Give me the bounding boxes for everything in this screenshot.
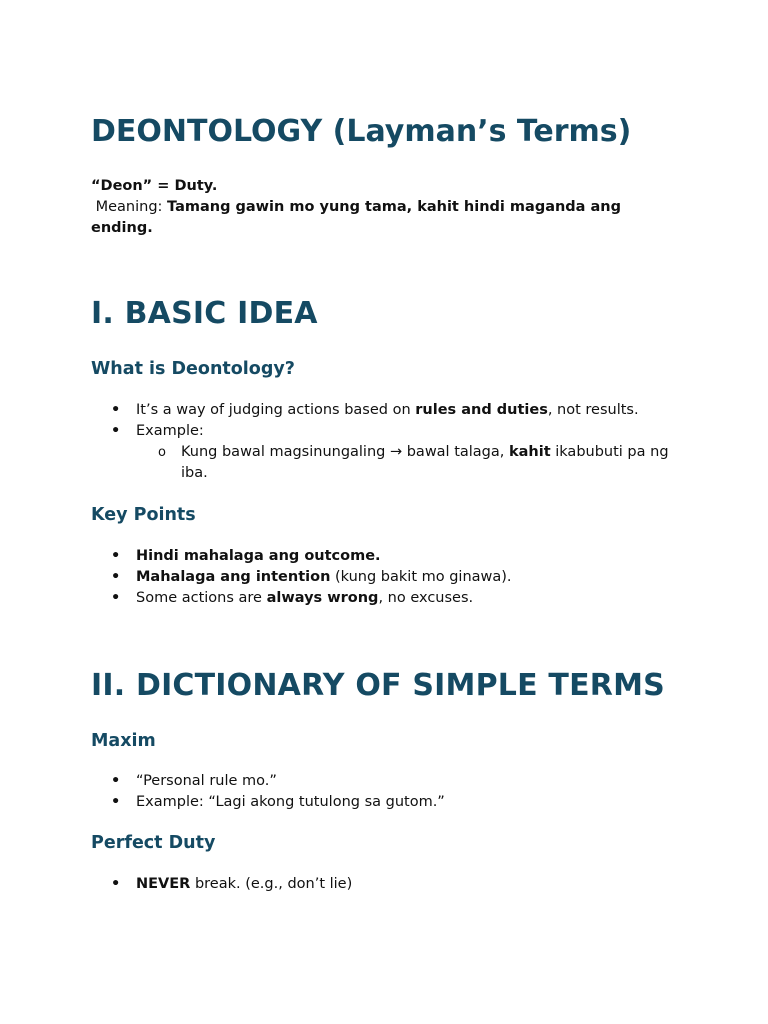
list-item: • Example: o Kung bawal magsinungaling → bawal talaga, kahit ikabubuti pa ng iba.: [91, 421, 681, 484]
meaning-line: Meaning: Tamang gawin mo yung tama, kahit hindi maganda ang ending.: [91, 199, 622, 236]
list-item: • Mahalaga ang intention (kung bakit mo ginawa).: [91, 567, 681, 588]
subheading-key-points: Key Points: [91, 505, 196, 525]
section-heading-basic-idea: I. BASIC IDEA: [91, 296, 318, 331]
list-item: • Hindi mahalaga ang outcome.: [91, 546, 681, 567]
list-item: • It’s a way of judging actions based on rules and duties, not results.: [91, 400, 681, 421]
section-heading-dictionary: II. DICTIONARY OF SIMPLE TERMS: [91, 668, 665, 703]
subheading-maxim: Maxim: [91, 731, 156, 751]
document-title: DEONTOLOGY (Layman’s Terms): [91, 114, 632, 149]
list-item: • “Personal rule mo.”: [91, 771, 681, 792]
what-is-list: [91, 400, 681, 484]
deon-definition: “Deon” = Duty.: [91, 178, 218, 194]
list-item: • NEVER break. (e.g., don’t lie): [91, 874, 681, 895]
sublist-item: o Kung bawal magsinungaling → bawal talaga, kahit ikabubuti pa ng iba.: [136, 442, 681, 484]
subheading-perfect-duty: Perfect Duty: [91, 833, 216, 853]
maxim-list: [91, 771, 681, 813]
perfect-duty-list: [91, 874, 681, 895]
key-points-list: [91, 546, 681, 609]
intro-block: [91, 176, 681, 239]
meaning-text: Tamang gawin mo yung tama, kahit hindi maganda ang ending.: [91, 199, 622, 236]
list-item: • Example: “Lagi akong tutulong sa gutom.”: [91, 792, 681, 813]
subheading-what-is-deontology: What is Deontology?: [91, 359, 295, 379]
example-sublist: [136, 442, 681, 484]
list-item: • Some actions are always wrong, no excuses.: [91, 588, 681, 609]
